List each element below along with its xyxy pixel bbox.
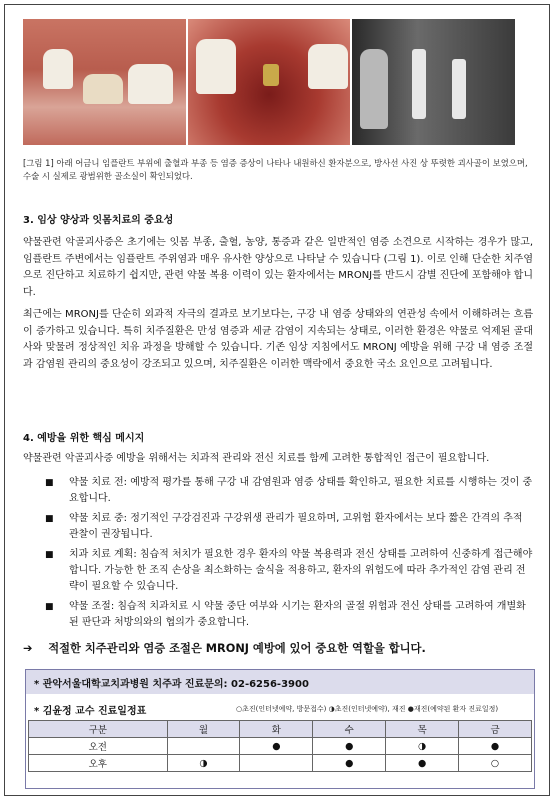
list-item: ■ 약물 조절: 침습적 치과치료 시 약물 중단 여부와 시기는 환자의 골절 위험과 전신 상태를 고려하여 개별화된 판단과 처방의와의 협의가 중요합니다. [45, 599, 533, 631]
section4-heading: 4. 예방을 위한 핵심 메시지 [23, 433, 145, 444]
section3-heading: 3. 임상 양상과 잇몸치료의 중요성 [23, 215, 174, 226]
contact-header [26, 670, 534, 694]
schedule-cell: ● [240, 738, 313, 755]
row-label: 오전 [29, 738, 168, 755]
schedule-cell: ● [313, 738, 386, 755]
table-header: 목 [386, 721, 459, 738]
arrow-icon: ➔ [23, 642, 33, 655]
contact-box [25, 669, 535, 789]
schedule-cell [240, 755, 313, 772]
schedule-table [28, 720, 532, 772]
table-header: 금 [459, 721, 532, 738]
schedule-cell: ● [313, 755, 386, 772]
conclusion [23, 640, 426, 656]
table-header: 화 [240, 721, 313, 738]
schedule-cell: ◑ [167, 755, 240, 772]
document-page [4, 4, 550, 796]
table-header: 월 [167, 721, 240, 738]
section3-paragraph-2: 최근에는 MRONJ를 단순히 외과적 자극의 결과로 보기보다는, 구강 내 염증 상태와의 연관성 속에서 이해하려는 흐름이 증가하고 있습니다. 특히 치주질환은 만성 염증과 세균 감염이 지속되는 상태로, 이러한 환경은 약물로 억제된 골대사와 맞물려 정상적인 치유 과정을 방해할 수 있습니다. 기존 임상 지침에서도 MRONJ 예방을 위해 구강 내 염증 조절과 감염원 관리의 중요성이 강조되고 있으며, 치주질환은 이러한 맥락에서 중요한 국소 요인으로 고려됩니다. [23, 309, 533, 370]
row-label: 오후 [29, 755, 168, 772]
schedule-legend: ○초진(인터넷예약, 방문접수) ◑초진(인터넷예약), 재진 ●재진(예약된 환자 진료일정) [236, 705, 499, 713]
section3-paragraph-1: 약물관련 악골괴사증은 초기에는 잇몸 부종, 출혈, 농양, 통증과 같은 일반적인 염증 소견으로 시작하는 경우가 많고, 임플란트 주변에서는 임플란트 주위염과 매우 유사한 양상으로 나타날 수 있습니다 (그림 1). 이로 인해 단순한 치주염으로 진단하고 치료하기 쉽지만, 관련 약물 복용 이력이 있는 환자에서는 MRONJ를 반드시 감별 진단에 포함해야 합니다. [23, 237, 533, 298]
schedule-cell: ○ [459, 755, 532, 772]
table-header: 수 [313, 721, 386, 738]
table-header: 구분 [29, 721, 168, 738]
list-item: ■ 약물 치료 전: 예방적 평가를 통해 구강 내 감염원과 염증 상태를 확인하고, 필요한 치료를 시행하는 것이 중요합니다. [45, 475, 533, 507]
figure-photos [23, 19, 515, 145]
clinical-photo-gum [23, 19, 186, 145]
contact-line: * 관악서울대학교치과병원 치주과 진료문의: 02-6256-3900 [34, 679, 309, 690]
table-row [29, 755, 532, 772]
schedule-cell: ◑ [386, 738, 459, 755]
radiograph-photo [352, 19, 515, 145]
section4-intro: 약물관련 악골괴사증 예방을 위해서는 치과적 관리와 전신 치료를 함께 고려한 통합적인 접근이 필요합니다. [23, 453, 490, 464]
schedule-cell: ● [386, 755, 459, 772]
prevention-list [45, 475, 533, 635]
conclusion-text: 적절한 치주관리와 염증 조절은 MRONJ 예방에 있어 중요한 역할을 합니다. [48, 642, 426, 655]
surgical-photo [188, 19, 351, 145]
table-row [29, 738, 532, 755]
schedule-cell [167, 738, 240, 755]
schedule-cell: ● [459, 738, 532, 755]
schedule-title: * 김윤정 교수 진료일정표 [34, 706, 147, 717]
table-header-row [29, 721, 532, 738]
list-item: ■ 약물 치료 중: 정기적인 구강검진과 구강위생 관리가 필요하며, 고위험 환자에서는 보다 짧은 간격의 추적 관찰이 권장됩니다. [45, 511, 533, 543]
figure-caption: [그림 1] 아래 어금니 임플란트 부위에 출혈과 부종 등 염증 증상이 나타나 내원하신 환자분으로, 방사선 사진 상 뚜렷한 괴사골이 보였으며, 수술 시 실제로 광범위한 골소실이 확인되었다. [23, 158, 528, 181]
list-item: ■ 치과 치료 계획: 침습적 처치가 필요한 경우 환자의 약물 복용력과 전신 상태를 고려하여 신중하게 접근해야 합니다. 가능한 한 조직 손상을 최소화하는 술식을 적용하고, 환자의 위험도에 따라 추가적인 감염 관리 전략이 필요할 수 있습니다. [45, 547, 533, 595]
